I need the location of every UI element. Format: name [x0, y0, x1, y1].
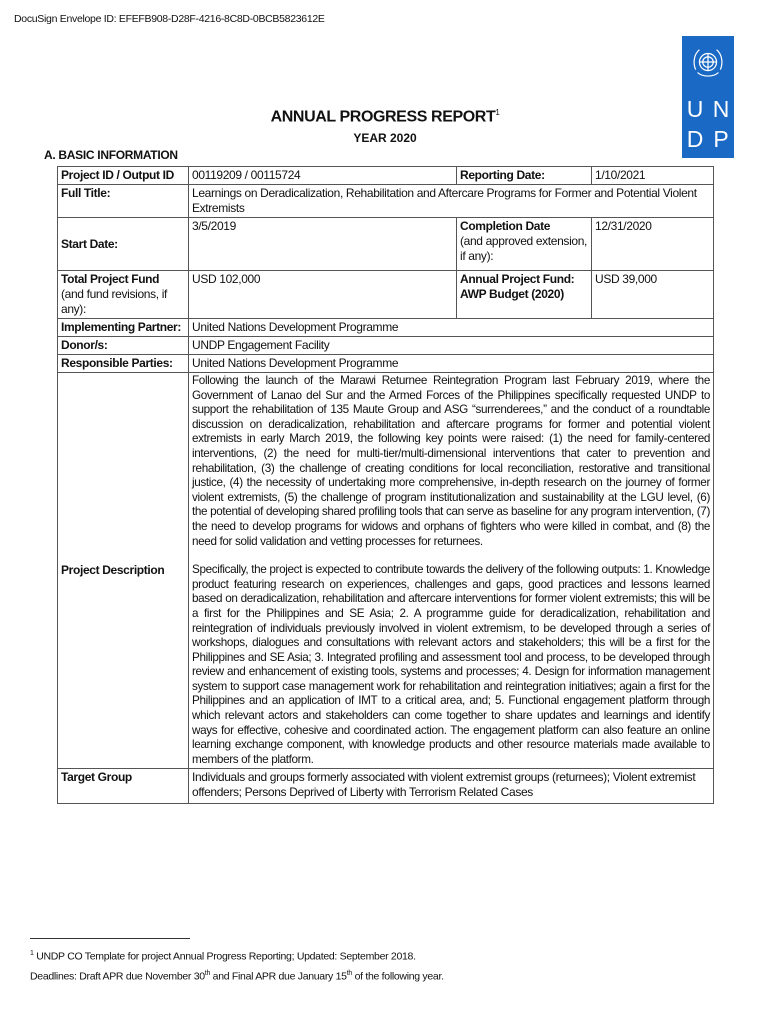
annual-fund-label: Annual Project Fund:: [460, 272, 575, 286]
reporting-date-label: Reporting Date:: [457, 167, 592, 185]
total-fund-cell: [58, 271, 189, 319]
donors-label: Donor/s:: [58, 337, 189, 355]
project-description-label: Project Description: [58, 373, 189, 769]
annual-fund-value: USD 39,000: [592, 271, 714, 319]
table-row: [58, 319, 714, 337]
responsible-parties-value: United Nations Development Programme: [189, 355, 714, 373]
project-description-value: [189, 373, 714, 769]
start-date-value: 3/5/2019: [189, 218, 457, 271]
table-row: [58, 167, 714, 185]
table-row: [58, 271, 714, 319]
start-date-label: Start Date:: [58, 218, 189, 271]
footnote-1: $^1$ UNDP CO Template for project Annual Progress Reporting; Updated: September 2018.: [30, 950, 416, 963]
completion-date-cell: [457, 218, 592, 271]
annual-fund-cell: [457, 271, 592, 319]
awp-budget-label: AWP Budget (2020): [460, 287, 564, 301]
completion-date-label: Completion Date: [460, 219, 551, 233]
title-footnote-mark: 1: [495, 108, 500, 117]
project-id-value: 00119209 / 00115724: [189, 167, 457, 185]
target-group-label: Target Group: [58, 769, 189, 804]
table-row: [58, 373, 714, 769]
donors-value: UNDP Engagement Facility: [189, 337, 714, 355]
total-fund-note: (and fund revisions, if any):: [61, 287, 168, 316]
description-paragraph-1: Following the launch of the Marawi Returnee Reintegration Program last February 2019, where the Government of Lanao del Sur and the Armed Forces of the Philippines specifically requested UNDP to support the rehabilitation of 135 Maute Group and ASG “surrenderees,” and the conduct of a roundtable discussion on deradicalization, rehabilitation and aftercare programs for former and potential violent extremists in early March 2019, the following key points were raised: (1) the need for family-centered interventions, (2) the need for multi-tier/multi-dimensional interventions that cater to prevention and rehabilitation, (3) the challenge of creating conditions for local reconciliation, restorative and transitional justice, (4) the necessity of undertaking more comprehensive, in-depth research on the journey of former violent extremists, (5) the challenge of program institutionalization and sustainability at the LGU level, (6) the potential of developing shared profiling tools that can serve as baseline for any program intervention, (7) the need to develop programs for widows and orphans of fighters who were killed in combat, and (8) the need for solid validation and vetting processes for returnees.: [192, 374, 710, 548]
total-fund-value: USD 102,000: [189, 271, 457, 319]
table-row: [58, 218, 714, 271]
docusign-envelope-id: DocuSign Envelope ID: EFEFB908-D28F-4216-8C8D-0BCB5823612E: [14, 13, 325, 25]
table-row: [58, 355, 714, 373]
un-emblem-icon: [689, 44, 727, 82]
report-year: YEAR 2020: [353, 131, 417, 145]
footnote-divider: [30, 938, 190, 939]
deadlines-note: Deadlines: Draft APR due November 30th and Final APR due January 15th of the following year.: [30, 970, 444, 983]
implementing-partner-label: Implementing Partner:: [58, 319, 189, 337]
reporting-date-value: 1/10/2021: [592, 167, 714, 185]
section-heading: A. BASIC INFORMATION: [44, 148, 178, 162]
full-title-label: Full Title:: [58, 185, 189, 218]
report-title: ANNUAL PROGRESS REPORT$^1$: [270, 108, 500, 126]
implementing-partner-value: United Nations Development Programme: [189, 319, 714, 337]
target-group-value: Individuals and groups formerly associated with violent extremist groups (returnees); Violent extremist offenders; Persons Deprived of Liberty with Terrorism Related Cases: [189, 769, 714, 804]
full-title-value: Learnings on Deradicalization, Rehabilitation and Aftercare Programs for Former and Potential Violent Extremists: [189, 185, 714, 218]
description-paragraph-2: Specifically, the project is expected to contribute towards the delivery of the following outputs: 1. Knowledge product featuring research on experiences, challenges and gaps, good practices and lessons learned based on deradicalization, rehabilitation and aftercare interventions for former violent extremists; this will be a first for the Philippines and SE Asia; 2. A programme guide for deradicalization, rehabilitation and reintegration of individuals previously involved in violent extremism, to be developed through a series of workshops, dialogues and consultations with relevant actors and stakeholders; this will be a first for the Philippines and SE Asia; 3. Integrated profiling and assessment tool and process, to be developed through review and enhancement of existing tools, systems and processes; 4. Design for information management system to support case management work for rehabilitation and reintegration initiatives; again a first for the Philippines and an application of IMT to a critical area, and; 5. Functional engagement platform through which relevant actors and stakeholders can come together to share updates and learnings and identify ways for effective, cohesive and coordinated action. The engagement platform can also feature an online learning exchange component, with knowledge products and other resource materials made available to members of the platform.: [192, 563, 710, 766]
table-row: [58, 769, 714, 804]
project-id-label: Project ID / Output ID: [58, 167, 189, 185]
undp-logo-letters: U N D P: [686, 96, 730, 152]
table-row: [58, 185, 714, 218]
completion-date-value: 12/31/2020: [592, 218, 714, 271]
table-row: [58, 337, 714, 355]
basic-information-table: [57, 166, 714, 804]
responsible-parties-label: Responsible Parties:: [58, 355, 189, 373]
completion-date-note: (and approved extension, if any):: [460, 234, 588, 263]
total-fund-label: Total Project Fund: [61, 272, 160, 286]
